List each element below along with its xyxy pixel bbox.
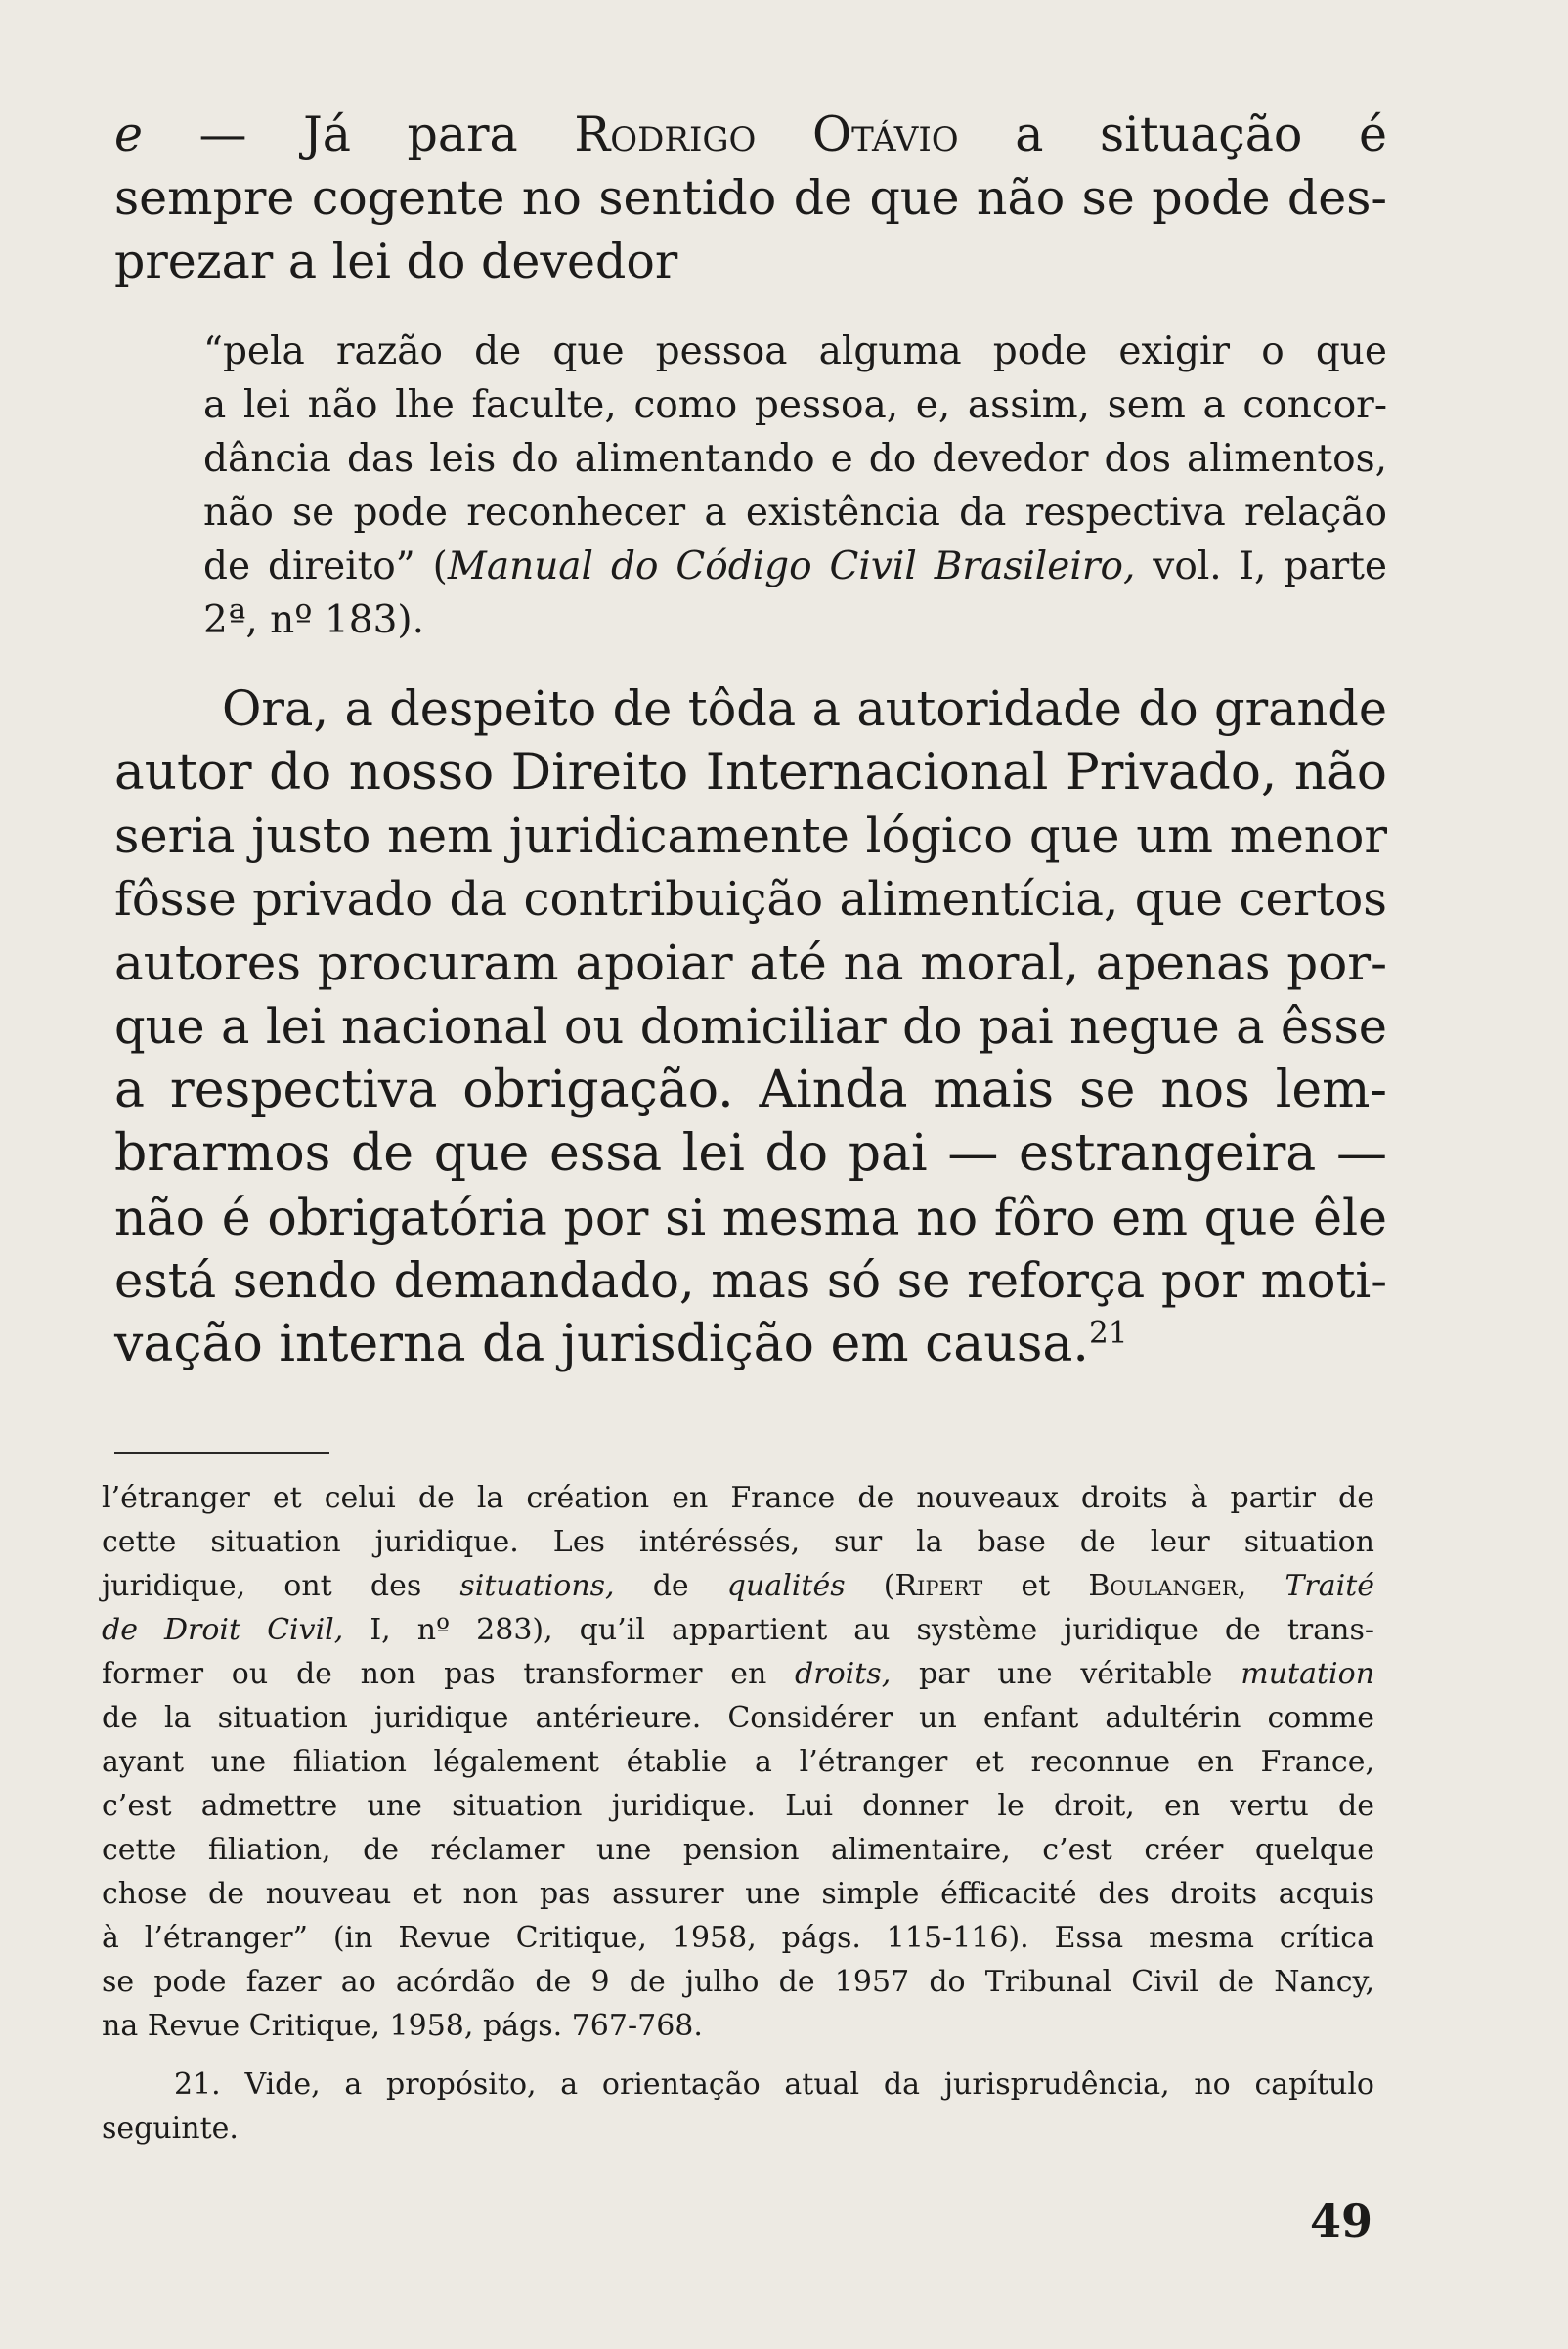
footnote-line: l’étranger et celui de la création en France de nouveaux droits à partir de (102, 1481, 1374, 1515)
author-name: Rodrigo Otávio (574, 107, 959, 162)
quote-line: a lei não lhe faculte, como pessoa, e, assim, sem a concor- (203, 383, 1387, 427)
footnote-line: de la situation juridique antérieure. Considérer un enfant adultérin comme (102, 1701, 1374, 1735)
text-segment: Vide, a propósito, a orientação atual da jurisprudência, no capítulo (220, 2067, 1374, 2102)
text-segment: former ou de non pas transformer en (102, 1657, 796, 1691)
footnote-line (102, 1608, 1374, 1652)
footnote-line (102, 1652, 1374, 1696)
author-name: Boulanger, (1088, 1569, 1247, 1603)
text-segment: situations, (459, 1569, 615, 1603)
text-segment: juridique, ont des (102, 1569, 460, 1603)
quote-line: “pela razão de que pessoa alguma pode exigir o que (203, 329, 1387, 373)
page-number: 49 (1309, 2195, 1372, 2247)
footnote-reference: 21 (1088, 1315, 1128, 1351)
footnote-line: c’est admettre une situation juridique. Lui donner le droit, en vertu de (102, 1789, 1374, 1823)
text-segment: — Já para (143, 107, 575, 162)
text-segment: vol. I, parte (1135, 544, 1387, 588)
text-segment: de (614, 1569, 727, 1603)
text-segment: mutation (1241, 1657, 1375, 1691)
text-segment: ( (845, 1569, 895, 1603)
paragraph-e-line-2: sempre cogente no sentido de que não se pode des- (114, 170, 1387, 226)
text-segment (1246, 1569, 1285, 1603)
main-line: seria justo nem juridicamente lógico que um menor (114, 807, 1387, 864)
item-marker: e (114, 107, 143, 162)
text-segment: a situação é (958, 107, 1387, 162)
footnote-line (102, 1564, 1374, 1608)
footnote-21-line-1 (174, 2063, 1374, 2107)
quote-line: 2ª, nº 183). (203, 598, 425, 642)
main-line: brarmos de que essa lei do pai — estrangeira — (114, 1124, 1387, 1183)
main-line: autor do nosso Direito Internacional Privado, não (114, 743, 1387, 802)
footnote-line: cette filiation, de réclamer une pension alimentaire, c’est créer quelque (102, 1833, 1374, 1867)
footnote-line: na Revue Critique, 1958, págs. 767-768. (102, 2009, 703, 2043)
main-line: a respectiva obrigação. Ainda mais se nos lem- (114, 1061, 1387, 1119)
quote-line (203, 540, 1387, 593)
book-title: Manual do Código Civil Brasileiro, (447, 544, 1136, 588)
footnote-line: chose de nouveau et non pas assurer une simple éfficacité des droits acquis (102, 1877, 1374, 1911)
main-line: que a lei nacional ou domiciliar do pai negue a êsse (114, 998, 1387, 1055)
footnote-line: cette situation juridique. Les intéréssés, sur la base de leur situation (102, 1525, 1374, 1559)
text-segment: de direito” ( (203, 544, 448, 588)
paragraph-e-line-3: prezar a lei do devedor (114, 234, 678, 289)
main-line: não é obrigatória por si mesma no fôro em que êle (114, 1189, 1387, 1246)
main-line: Ora, a despeito de tôda a autoridade do grande (222, 680, 1387, 737)
quote-line: não se pode reconhecer a existência da respectiva relação (203, 491, 1387, 535)
text-segment: vação interna da jurisdição em causa. (114, 1315, 1089, 1373)
text-segment: I, nº 283), qu’il appartient au système juridique de trans- (343, 1613, 1374, 1647)
quote-line: dância das leis do alimentando e do devedor dos alimentos, (203, 437, 1387, 481)
main-line: autores procuram apoiar até na moral, apenas por- (114, 935, 1387, 991)
main-line: está sendo demandado, mas só se reforça por moti- (114, 1252, 1387, 1309)
text-segment: qualités (726, 1569, 846, 1603)
text-segment: par une véritable (891, 1657, 1241, 1691)
paragraph-e-line-1 (114, 103, 1387, 166)
book-title: Traité (1285, 1569, 1375, 1603)
author-name: Ripert (894, 1569, 983, 1603)
main-line-last (114, 1313, 1128, 1376)
book-title: de Droit Civil, (102, 1613, 344, 1647)
footnote-line: ayant une filiation légalement établie a l’étranger et reconnue en France, (102, 1745, 1374, 1779)
footnote-number: 21. (174, 2067, 221, 2102)
footnote-line: se pode fazer ao acórdão de 9 de julho de 1957 do Tribunal Civil de Nancy, (102, 1965, 1374, 1999)
text-segment: et (982, 1569, 1089, 1603)
footnote-line: à l’étranger” (in Revue Critique, 1958, págs. 115-116). Essa mesma crítica (102, 1921, 1374, 1955)
footnote-divider (114, 1452, 329, 1454)
text-segment: droits, (795, 1657, 892, 1691)
main-line: fôsse privado da contribuição alimentícia, que certos (114, 872, 1387, 927)
footnote-21-line-2: seguinte. (102, 2111, 239, 2146)
